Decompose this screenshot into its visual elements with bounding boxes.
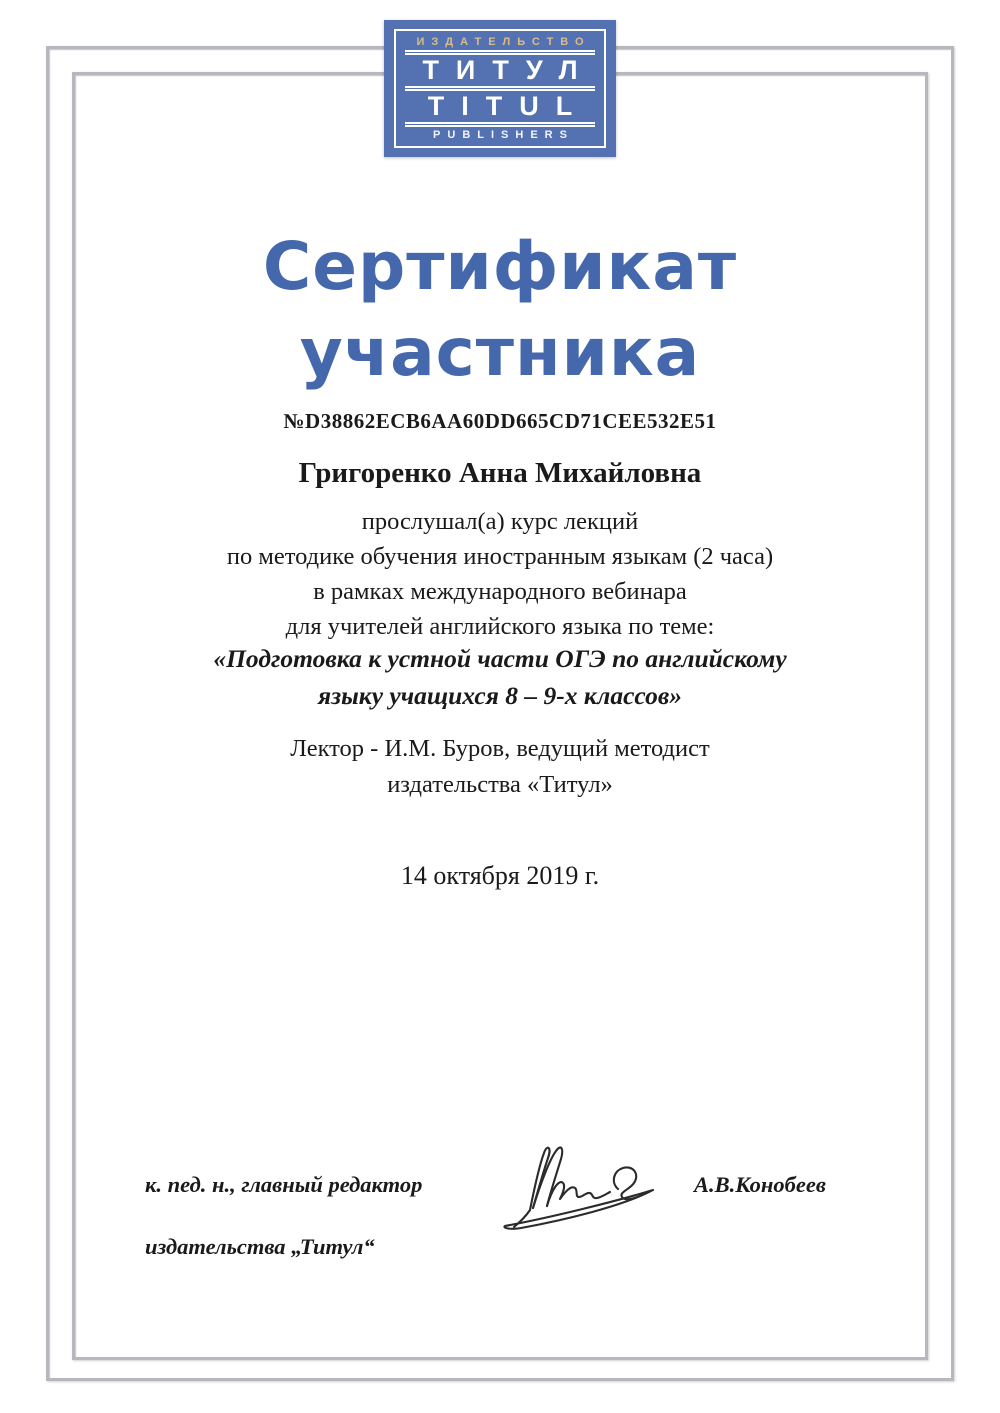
logo-publisher-label-ru: ИЗДАТЕЛЬСТВО (416, 36, 591, 48)
topic-line: «Подготовка к устной части ОГЭ по английскому (213, 644, 787, 673)
body-line: в рамках международного вебинара (313, 578, 687, 605)
logo-publisher-label-en: PUBLISHERS (433, 129, 574, 141)
lecturer-line: Лектор - И.М. Буров, ведущий методист (290, 735, 710, 762)
certificate-number: №D38862ECB6AA60DD665CD71CEE532E51 (283, 409, 717, 433)
certificate-title (0, 224, 1000, 396)
body-line: прослушал(а) курс лекций (361, 508, 639, 535)
handwritten-signature (492, 1128, 672, 1248)
signatory-role-line1: к. пед. н., главный редактор (145, 1172, 423, 1197)
body-line: по методике обучения иностранным языкам (2 часа) (226, 543, 774, 570)
logo-inner-border (394, 29, 606, 148)
lecturer-info (0, 731, 1000, 803)
signatory-name: А.В.Конобеев (694, 1172, 826, 1197)
logo-brand-ru: ТИТУЛ (422, 55, 595, 85)
certificate-title-line2: участника (299, 314, 701, 391)
certificate-title-line1: Сертификат (262, 228, 738, 305)
certificate-date: 14 октября 2019 г. (400, 861, 600, 890)
body-line: для учителей английского языка по теме: (285, 613, 715, 640)
signatory-role-line2: издательства „Титул“ (145, 1234, 375, 1259)
topic-line: языку учащихся 8 – 9-х классов» (318, 681, 682, 710)
recipient-name: Григоренко Анна Михайловна (298, 457, 702, 489)
webinar-topic (0, 640, 1000, 714)
publisher-logo (384, 20, 616, 157)
logo-brand-en: TITUL (427, 91, 590, 121)
logo-divider (405, 122, 595, 127)
lecturer-line: издательства «Титул» (387, 771, 613, 798)
certificate-body (0, 504, 1000, 644)
